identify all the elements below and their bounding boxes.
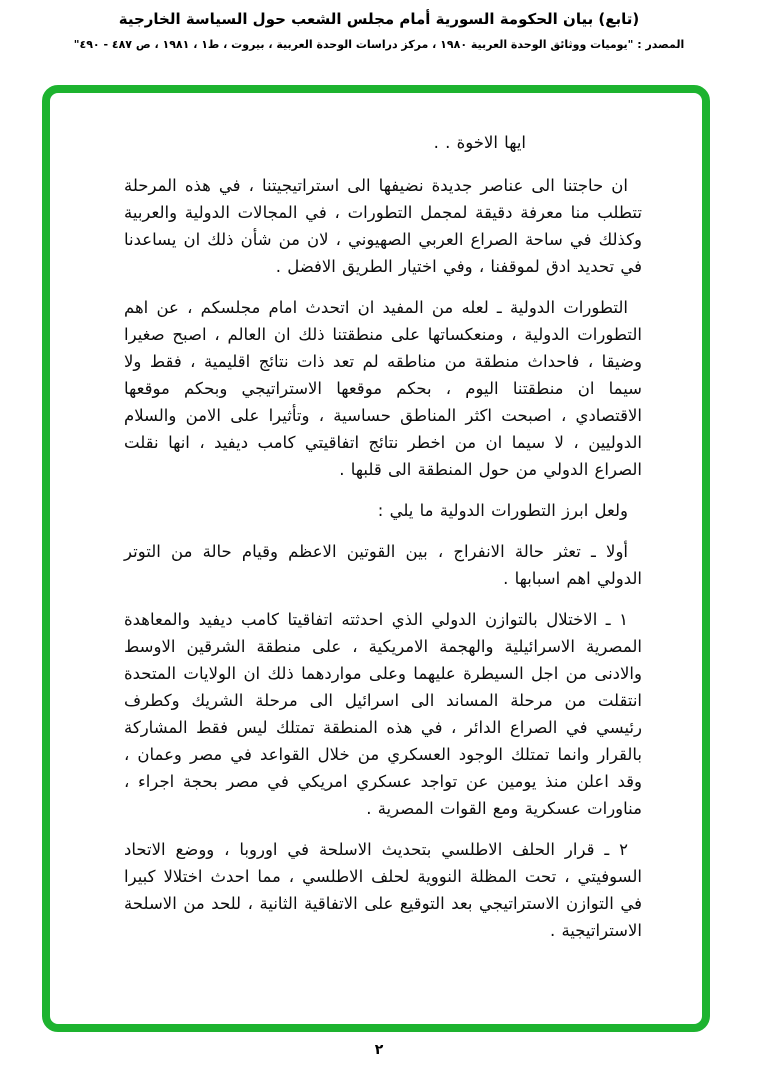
content-frame — [42, 85, 710, 1032]
page-header — [0, 10, 758, 51]
paragraph-list-lead: ولعل ابرز التطورات الدولية ما يلي : — [377, 501, 628, 520]
body-text — [124, 129, 642, 944]
paragraph-international-developments: التطورات الدولية ـ لعله من المفيد ان اتحدث امام مجلسكم ، عن اهم التطورات الدولية ، ومنعكساتها على منطقتنا ذلك ان العالم ، اصبح صغيرا وضيقا ، فاحداث منطقة من مناطقه لم تعد ذات نتائج اقليمية ، فقط ولا سيما ان منطقتنا اليوم ، بحكم موقعها الاستراتيجي وبحكم موقعها الاقتصادي ، اصبحت اكثر المناطق حساسية ، وتأثيرا على الامن والسلام الدوليين ، لا سيما ان من اخطر نتائج اتفاقيتي كامب ديفيد ، انها نقلت الصراع الدولي من حول المنطقة الى قلبها . — [124, 298, 642, 479]
paragraph-first-point: أولا ـ تعثر حالة الانفراج ، بين القوتين الاعظم وقيام حالة من التوتر الدولي اهم اسبابها . — [124, 542, 642, 588]
page-number: ٢ — [374, 1042, 384, 1058]
paragraph-item-2: ٢ ـ قرار الحلف الاطلسي بتحديث الاسلحة في اوروبا ، ووضع الاتحاد السوفيتي ، تحت المظلة النووية لحلف الاطلسي ، مما احدث اختلالا كبيرا في التوازن الاستراتيجي بعد التوقيع على الاتفاقية الثانية ، للحد من الاسلحة الاستراتيجية . — [124, 840, 642, 940]
source-line: المصدر : "يوميات ووثائق الوحدة العربية ١٩٨٠ ، مركز دراسات الوحدة العربية ، بيروت ، ط١ ، ١٩٨١ ، ص ٤٨٧ - ٤٩٠" — [73, 38, 685, 51]
page-title: (تابع) بيان الحكومة السورية أمام مجلس الشعب حول السياسة الخارجية — [118, 10, 640, 28]
salutation: ايها الاخوة . . — [433, 133, 526, 152]
paragraph-intro: ان حاجتنا الى عناصر جديدة نضيفها الى استراتيجيتنا ، في هذه المرحلة تتطلب منا معرفة دقيقة لمجمل التطورات ، في المجالات الدولية والعربية وكذلك في ساحة الصراع العربي الصهيوني ، لان من شأن ذلك ان يساعدنا في تحديد ادق لموقفنا ، وفي اختيار الطريق الافضل . — [124, 176, 642, 276]
paragraph-item-1: ١ ـ الاختلال بالتوازن الدولي الذي احدثته اتفاقيتا كامب ديفيد والمعاهدة المصرية الاسرائيلية والهجمة الامريكية ، على منطقة الشرقين الاوسط والادنى من اجل السيطرة عليهما وعلى مواردهما ذلك ان الولايات المتحدة انتقلت من مرحلة المساند الى اسرائيل الى مرحلة الشريك وكطرف رئيسي في الصراع الدائر ، في هذه المنطقة تمتلك ليس فقط المشاركة بالقرار وانما تمتلك الوجود العسكري من خلال القواعد في مصر وعمان ، وقد اعلن منذ يومين عن تواجد عسكري امريكي في مصر بحجة اجراء ، مناورات عسكرية ومع القوات المصرية . — [124, 610, 642, 818]
